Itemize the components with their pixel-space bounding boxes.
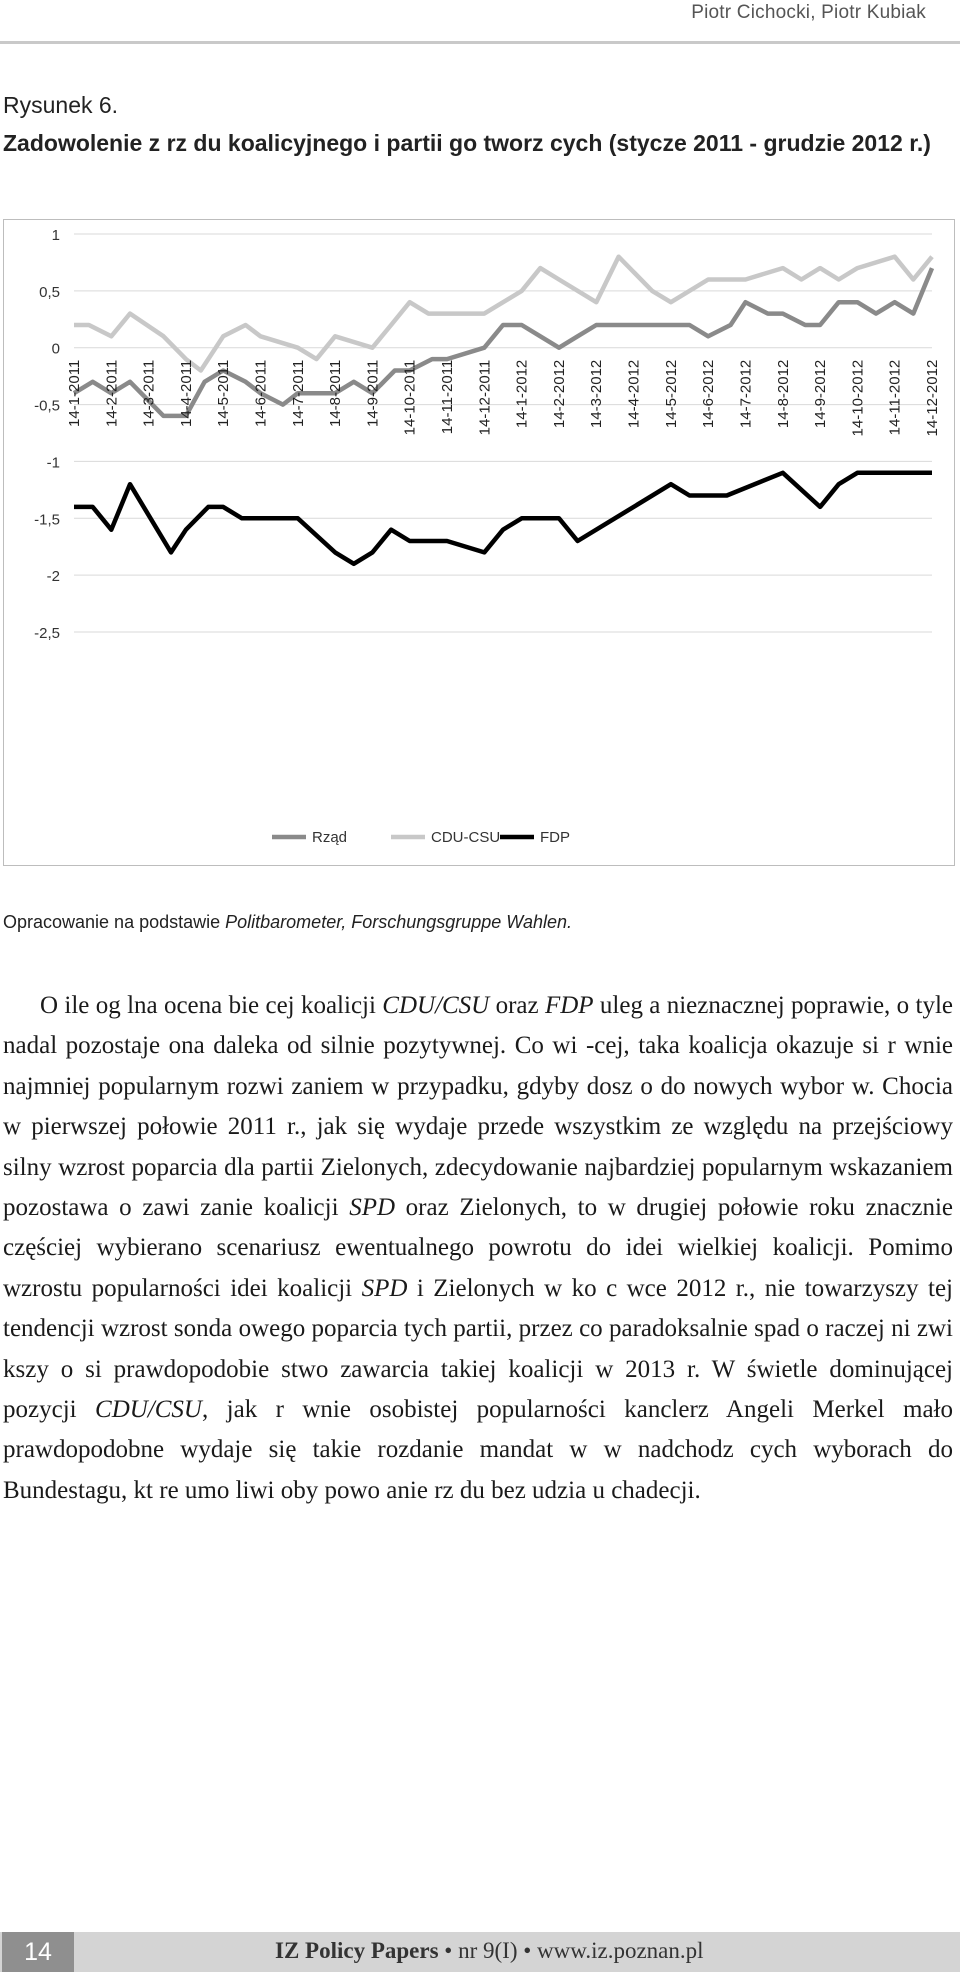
- x-tick-label: 14-8-2012: [774, 359, 792, 429]
- text-run: , jak r wnie osobistej popularności kanclerz Angeli Merkel mało prawdopodobne wydaje się takie rozdanie mandat w w nadchodz cych wyborach do Bundestagu, kt re umo liwi oby powo anie rz du bez udzia u chadecji.: [3, 1396, 953, 1504]
- line-chart: [4, 220, 954, 865]
- y-tick-label: -2: [46, 568, 60, 586]
- text-run: oraz Zielonych, to w drugiej połowie roku znacznie częściej wybierano scenariusz ewentualnego powrotu do idei wielkiej koalicji. Pomimo wzrostu popularności idei koalicji: [3, 1194, 954, 1302]
- series-line-cdu-csu: [74, 257, 932, 371]
- x-tick-label: 14-2-2012: [550, 359, 568, 429]
- x-tick-label: 14-1-2011: [66, 359, 83, 427]
- figure-label: Rysunek 6.: [3, 92, 119, 118]
- x-tick-label: 14-10-2012: [849, 359, 867, 437]
- x-tick-label: 14-5-2012: [662, 359, 680, 429]
- header-divider: [0, 41, 960, 44]
- x-tick-label: 14-12-2011: [476, 359, 494, 436]
- party-name: CDU/CSU: [382, 992, 490, 1019]
- series-line-rz-d: [74, 268, 932, 416]
- x-tick-label: 14-10-2011: [401, 359, 419, 436]
- legend-label: FDP: [540, 829, 570, 846]
- y-tick-label: -0,5: [34, 397, 60, 415]
- x-tick-label: 14-8-2011: [327, 359, 345, 427]
- y-tick-label: -2,5: [34, 625, 60, 642]
- x-tick-label: 14-11-2012: [886, 359, 904, 436]
- chart-legend: [272, 829, 570, 846]
- party-name: SPD: [349, 1194, 396, 1222]
- x-tick-label: 14-6-2011: [252, 359, 270, 427]
- page-footer: [0, 1932, 960, 1972]
- caption-prefix: Opracowanie na podstawie: [3, 912, 226, 932]
- x-tick-label: 14-11-2011: [439, 359, 457, 435]
- chart-gridlines: [74, 234, 932, 632]
- y-tick-label: 0: [51, 340, 60, 358]
- publication-title: IZ Policy Papers: [275, 1938, 439, 1963]
- party-name: CDU/CSU: [95, 1396, 202, 1424]
- x-tick-label: 14-6-2012: [700, 359, 718, 429]
- x-tick-label: 14-2-2011: [103, 359, 121, 427]
- y-axis-tick-labels: [34, 227, 60, 642]
- text-run: O ile og lna ocena bie cej koalicji: [40, 992, 383, 1019]
- x-tick-label: 14-3-2011: [140, 359, 158, 427]
- party-name: FDP: [544, 992, 594, 1019]
- legend-label: CDU-CSU: [431, 829, 501, 846]
- x-tick-label: 14-7-2012: [737, 359, 755, 429]
- x-tick-label: 14-4-2011: [177, 359, 195, 427]
- x-tick-label: 14-9-2012: [812, 359, 830, 429]
- x-tick-label: 14-4-2012: [625, 359, 643, 429]
- x-tick-label: 14-12-2012: [924, 359, 941, 437]
- paragraph: [3, 986, 953, 1511]
- y-tick-label: 0,5: [39, 283, 60, 301]
- y-tick-label: -1: [46, 454, 60, 472]
- text-run: uleg a nieznacznej poprawie, o tyle nadal pozostaje ona daleka od silnie pozytywnej. Co wi -cej, taka koalicja okazuje si r wnie najmniej popularnym rozwi zaniem w przypadku, gdyby dosz o do nowych wybor w. Chocia w pierwszej połowie 2011 r., jak się wydaje przede wszystkim ze względu na przejściowy silny wzrost poparcia dla partii Zielonych, zdecydowanie najbardziej popularnym wskazaniem pozostawa o zawi zanie koalicji: [3, 992, 953, 1222]
- x-tick-label: 14-7-2011: [289, 359, 307, 427]
- text-run: oraz: [489, 992, 545, 1019]
- text-run: i Zielonych w ko c wce 2012 r., nie towarzyszy tej tendencji wzrost sonda owego poparcia tych partii, przez co paradoksalnie spad o raczej ni zwi kszy o si prawdopodobie stwo zawarcia takiej koalicji w 2013 r. W świetle dominującej pozycji: [3, 1274, 953, 1424]
- x-tick-label: 14-3-2012: [588, 359, 606, 429]
- chart-frame: [3, 219, 955, 866]
- series-lines: [74, 257, 932, 564]
- x-tick-label: 14-1-2012: [513, 359, 531, 429]
- footer-publication: [275, 1938, 704, 1964]
- running-header-author: Piotr Cichocki, Piotr Kubiak: [691, 2, 926, 23]
- figure-title: Zadowolenie z rz du koalicyjnego i partii go tworz cych (stycze 2011 - grudzie 2012 r.): [3, 130, 931, 156]
- x-tick-label: 14-9-2011: [364, 359, 382, 427]
- body-paragraph: [3, 986, 953, 1511]
- y-tick-label: -1,5: [34, 511, 60, 529]
- party-name: SPD: [361, 1274, 408, 1302]
- x-tick-label: 14-5-2011: [215, 359, 233, 427]
- publication-issue: • nr 9(I) • www.iz.poznan.pl: [438, 1938, 704, 1963]
- legend-label: Rząd: [312, 829, 348, 846]
- y-tick-label: 1: [51, 227, 60, 244]
- page-number: 14: [2, 1932, 74, 1972]
- caption-source: Politbarometer, Forschungsgruppe Wahlen.: [225, 912, 573, 932]
- figure-source-caption: [3, 912, 572, 933]
